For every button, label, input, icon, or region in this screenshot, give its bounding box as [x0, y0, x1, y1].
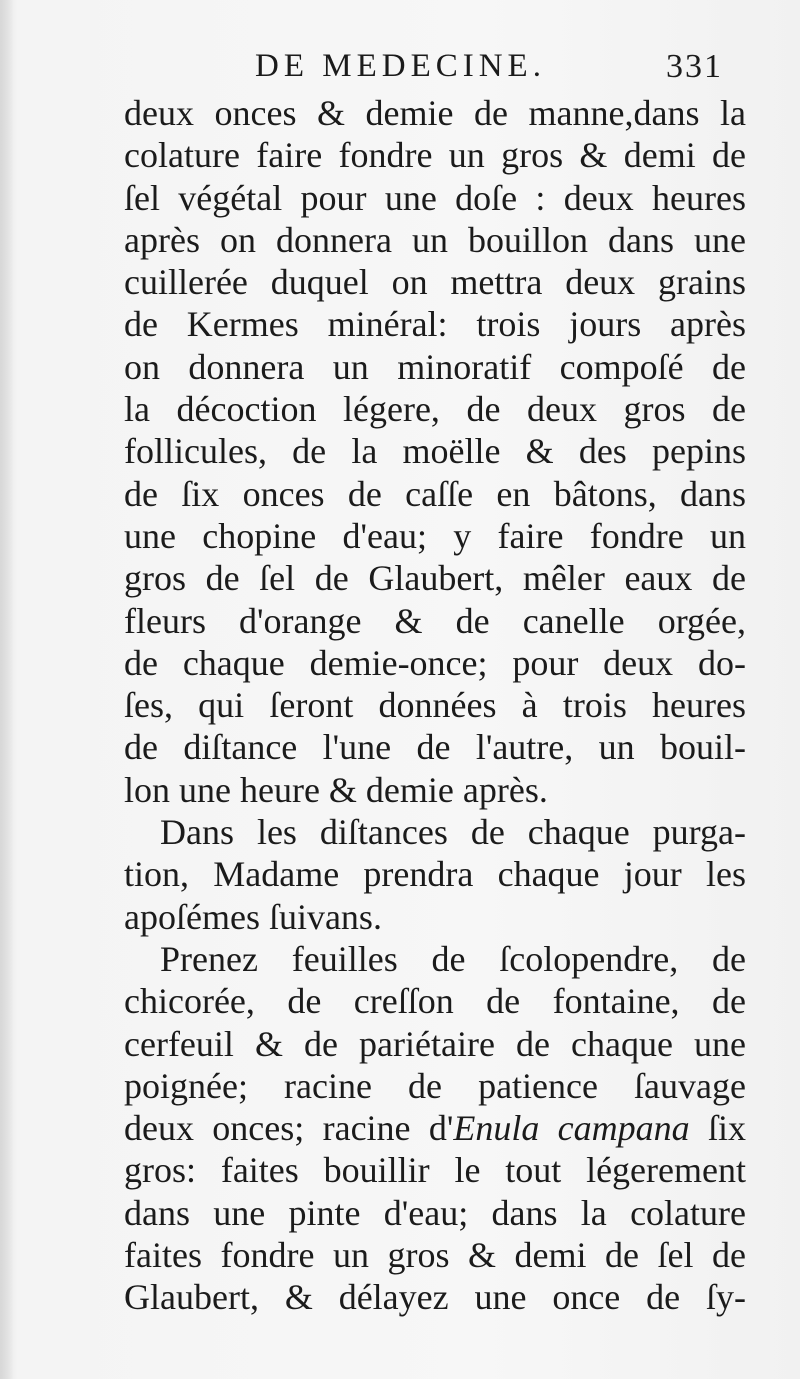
paragraph-end-line: lon une heure & demie après.	[124, 769, 548, 810]
text-line: de chaque demie-once; pour deux do-	[124, 642, 746, 683]
text-line: après on donnera un bouillon dans une	[124, 219, 746, 260]
running-head-title: DE MEDECINE.	[255, 48, 546, 84]
text-line: de diſtance l'une de l'autre, un bouil-	[124, 727, 746, 768]
running-head	[0, 48, 800, 98]
text-segment: ſix	[689, 1108, 747, 1149]
paragraph-start-line: Dans les diſtances de chaque purga-	[160, 812, 746, 853]
text-line: cuillerée duquel on mettra deux grains	[124, 262, 746, 303]
text-line: faites fondre un gros & demi de ſel de	[124, 1235, 746, 1276]
text-line: dans une pinte d'eau; dans la colature	[124, 1192, 746, 1233]
text-line: gros: faites bouillir le tout légerement	[124, 1150, 746, 1191]
page-number: 331	[666, 48, 723, 85]
text-line: on donnera un minoratif compoſé de	[124, 346, 746, 387]
text-line: tion, Madame prendra chaque jour les	[124, 854, 746, 895]
italic-term: Enula campana	[453, 1108, 690, 1149]
text-line: fleurs d'orange & de canelle orgée,	[124, 600, 746, 641]
text-line: cerfeuil & de pariétaire de chaque une	[124, 1023, 746, 1064]
text-line: gros de ſel de Glaubert, mêler eaux de	[124, 558, 746, 599]
paragraph-start-line: Prenez feuilles de ſcolopendre, de	[160, 938, 746, 979]
text-line: la décoction légere, de deux gros de	[124, 389, 746, 430]
text-line: de Kermes minéral: trois jours après	[124, 304, 746, 345]
text-line: chicorée, de creſſon de fontaine, de	[124, 981, 746, 1022]
paragraph-end-line: apoſémes ſuivans.	[124, 896, 382, 937]
text-line: poignée; racine de patience ſauvage	[124, 1065, 746, 1106]
text-line: colature faire fondre un gros & demi de	[124, 135, 746, 176]
text-line: de ſix onces de caſſe en bâtons, dans	[124, 473, 746, 514]
text-line: une chopine d'eau; y faire fondre un	[124, 515, 746, 556]
body-text	[124, 92, 746, 1319]
text-line: ſes, qui ſeront données à trois heures	[124, 685, 746, 726]
text-line: Glaubert, & délayez une once de ſy-	[124, 1277, 746, 1318]
page-edge-shadow	[0, 0, 14, 1379]
text-line: follicules, de la moëlle & des pepins	[124, 431, 746, 472]
text-line: ſel végétal pour une doſe : deux heures	[124, 177, 746, 218]
text-segment: deux onces; racine d'	[124, 1108, 454, 1149]
text-line-with-italic	[124, 1107, 746, 1149]
text-line: deux onces & demie de manne,dans la	[124, 93, 746, 133]
